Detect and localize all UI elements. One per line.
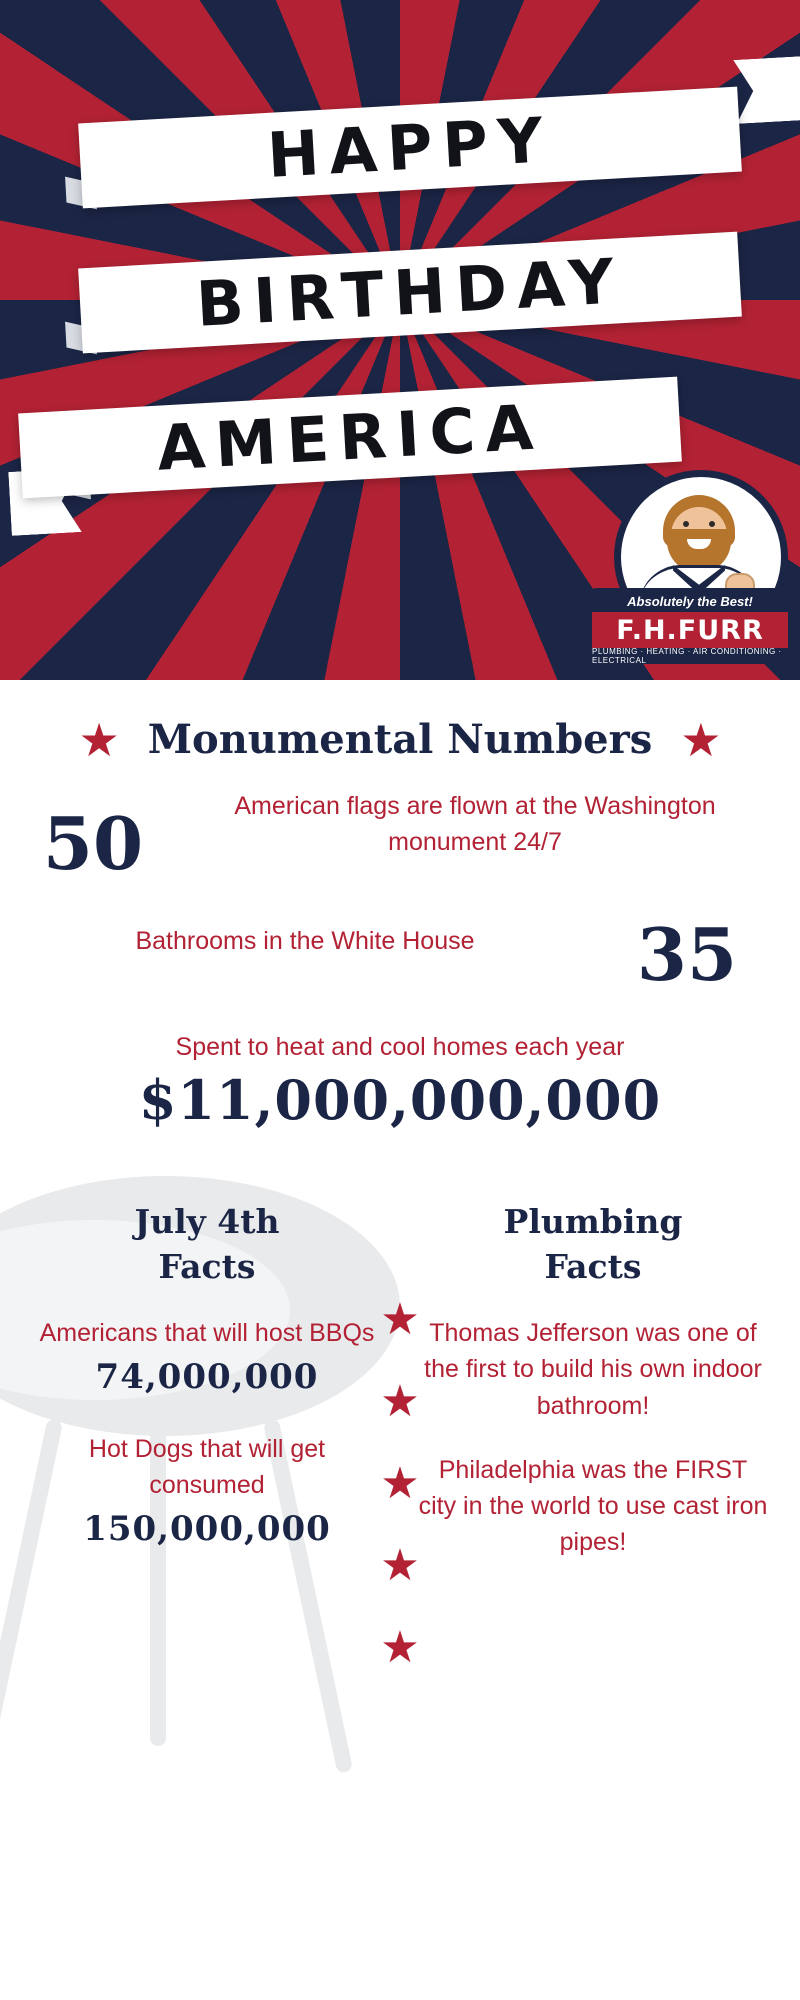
headline-text-america: AMERICA xyxy=(155,390,545,485)
column-heading-line-1: Plumbing xyxy=(503,1202,683,1241)
fact-number: 50 xyxy=(42,801,144,886)
fact-number: 74,000,000 xyxy=(95,1357,319,1398)
logo-tagline: Absolutely the Best! xyxy=(592,588,788,614)
star-icon: ★ xyxy=(380,1459,420,1508)
fact-number: $11,000,000,000 xyxy=(138,1068,662,1132)
monumental-numbers-section xyxy=(0,680,800,1132)
fact-text: Hot Dogs that will get consumed xyxy=(88,1434,326,1499)
mascot-eye-left-icon xyxy=(683,521,689,527)
logo-services-line: PLUMBING · HEATING · AIR CONDITIONING · ELECTRICAL xyxy=(592,648,788,664)
facts-section xyxy=(0,1166,800,1786)
list-item xyxy=(32,1315,382,1403)
fact-text: Spent to heat and cool homes each year xyxy=(175,1033,625,1061)
company-logo xyxy=(592,470,792,670)
fact-number: 150,000,000 xyxy=(83,1509,331,1550)
column-heading xyxy=(14,1180,400,1289)
fact-text: Americans that will host BBQs xyxy=(39,1319,375,1348)
list-item xyxy=(418,1315,768,1424)
fact-row-bathrooms xyxy=(0,886,800,997)
fact-row-flags xyxy=(0,763,800,886)
fact-text: American flags are flown at the Washington monument 24/7 xyxy=(234,792,716,856)
fact-text: Thomas Jefferson was one of the first to build his own indoor bathroom! xyxy=(424,1319,762,1420)
column-body xyxy=(14,1289,400,1554)
star-icon: ★ xyxy=(380,1295,420,1344)
fact-text: Philadelphia was the FIRST city in the world to use cast iron pipes! xyxy=(418,1455,768,1557)
column-heading-line-1: July 4th xyxy=(134,1202,280,1241)
headline-text-birthday: BIRTHDAY xyxy=(194,244,626,341)
monumental-numbers-header xyxy=(0,680,800,766)
star-icon: ★ xyxy=(680,713,722,766)
column-heading xyxy=(400,1180,786,1289)
column-heading-line-2: Facts xyxy=(544,1246,642,1286)
fact-text: Bathrooms in the White House xyxy=(135,927,475,955)
star-icon: ★ xyxy=(380,1623,420,1672)
july-fourth-facts-column xyxy=(14,1180,400,1589)
star-icon: ★ xyxy=(380,1541,420,1590)
hero-banner xyxy=(0,0,800,680)
star-divider xyxy=(376,1295,424,1672)
list-item xyxy=(418,1452,768,1561)
fact-row-energy xyxy=(0,997,800,1132)
column-body xyxy=(400,1289,786,1561)
headline-text-happy: HAPPY xyxy=(265,103,555,192)
list-item xyxy=(32,1431,382,1555)
fact-number: 35 xyxy=(636,912,738,997)
mascot-eye-right-icon xyxy=(709,521,715,527)
star-icon: ★ xyxy=(78,713,120,766)
plumbing-facts-column xyxy=(400,1180,786,1589)
logo-company-name: F.H.FURR xyxy=(592,612,788,648)
star-icon: ★ xyxy=(380,1377,420,1426)
section-title: Monumental Numbers xyxy=(147,716,653,763)
column-heading-line-2: Facts xyxy=(158,1246,256,1286)
